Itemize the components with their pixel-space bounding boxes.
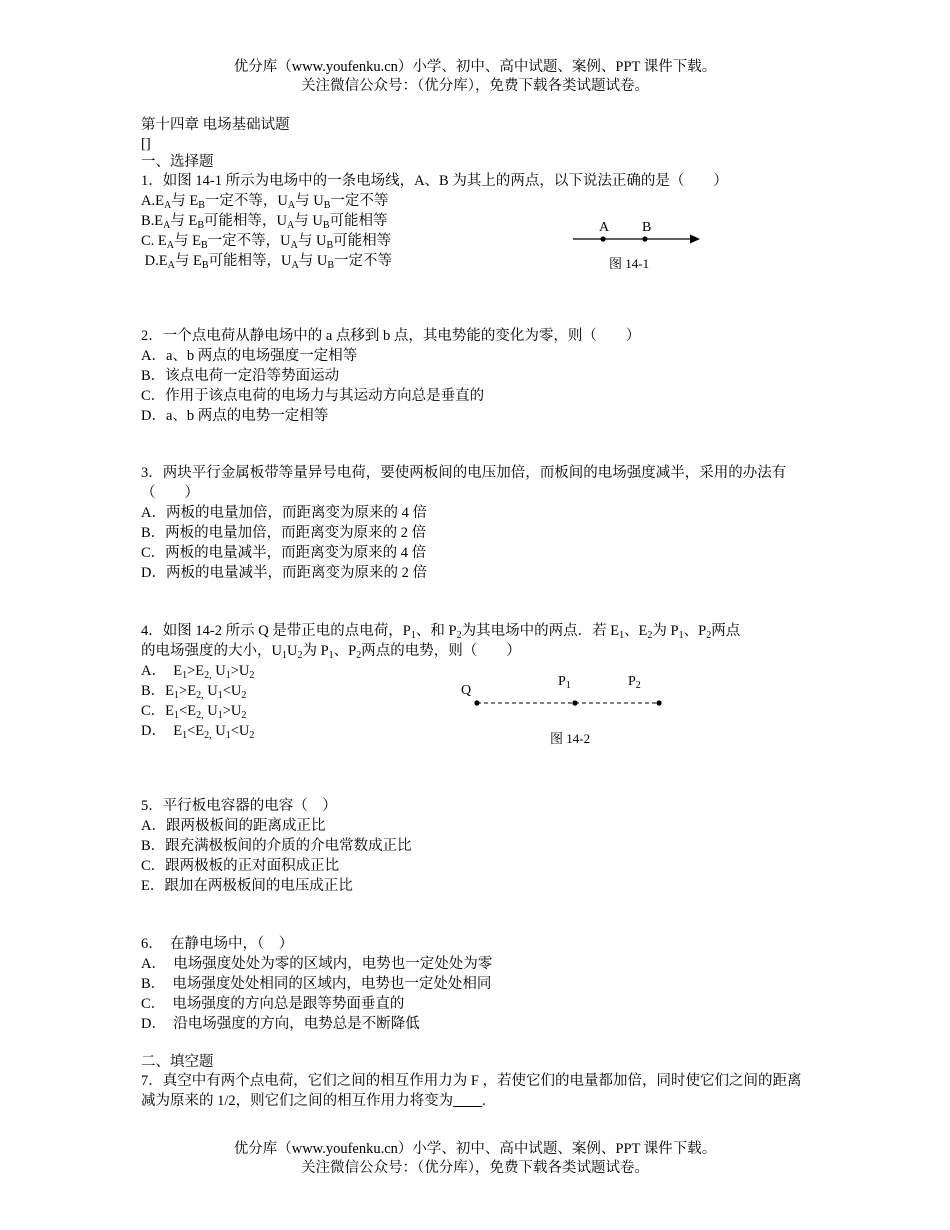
q4-option-c: C．$E_1<E_{2,}$ $U_1>U_2$ bbox=[141, 703, 247, 721]
q7-stem: 7．真空中有两个点电荷，它们之间的相互作用力为 F ，若使它们的电量都加倍，同时使它们之间的距离减为原来的 1/2，则它们之间的相互作用力将变为 . bbox=[141, 1073, 802, 1109]
footer-line-2: 关注微信公众号：（优分库），免费下载各类试题试卷。 bbox=[301, 1160, 649, 1176]
q2-option-a: A．a、b 两点的电场强度一定相等 bbox=[141, 348, 358, 364]
point-p1-dot bbox=[572, 700, 577, 705]
footer-line-1: 优分库（www.youfenku.cn）小学、初中、高中试题、案例、PPT 课件下载。 bbox=[233, 1141, 717, 1157]
q6-option-c: C． 电场强度的方向总是跟等势面垂直的 bbox=[141, 996, 405, 1012]
q4-option-d: D． $E_1<E_{2,}$ $U_1<U_2$ bbox=[141, 723, 255, 741]
figure-14-1-caption: 图 14-1 bbox=[609, 256, 650, 271]
q4-stem-line-1: 4．如图 14-2 所示 Q 是带正电的点电荷，$P_1$、和 $P_2$为其电场中的两点．若 $E_1$、$E_2$为 $P_1$、$P_2$两点 bbox=[141, 623, 741, 641]
q2-stem: 2．一个点电荷从静电场中的 a 点移到 b 点，其电势能的变化为零，则（ ） bbox=[141, 328, 641, 344]
q6-option-a: A． 电场强度处处为零的区域内，电势也一定处处为零 bbox=[141, 956, 493, 972]
doc-title: 第十四章 电场基础试题 bbox=[141, 117, 290, 133]
point-b-dot bbox=[642, 236, 647, 241]
point-a-label: A bbox=[599, 220, 610, 235]
q1-option-a: $A.E_A$与 $E_B$一定不等，$U_A$与 $U_B$一定不等 bbox=[141, 193, 389, 211]
q4-stem-line-2: 的电场强度的大小，$U_1U_2$为 $P_1$、$P_2$两点的电势，则（ ） bbox=[141, 643, 521, 661]
q5-option-b: B．跟充满极板间的介质的介电常数成正比 bbox=[141, 838, 412, 854]
charge-q-label: Q bbox=[461, 683, 472, 698]
q3-option-c: C．两板的电量减半，而距离变为原来的 4 倍 bbox=[141, 545, 427, 561]
figure-14-2-caption: 图 14-2 bbox=[550, 731, 591, 746]
charge-q-dot bbox=[474, 700, 479, 705]
q1-option-c: C. $E_A$与 $E_B$一定不等，$U_A$与 $U_B$可能相等 bbox=[141, 233, 392, 251]
q2-option-b: B．该点电荷一定沿等势面运动 bbox=[141, 368, 340, 384]
q4-option-b: B．$E_1>E_{2,}$ $U_1<U_2$ bbox=[141, 683, 247, 701]
q6-option-d: D． 沿电场强度的方向，电势总是不断降低 bbox=[141, 1016, 420, 1032]
point-p2-dot bbox=[656, 700, 661, 705]
q5-option-e: E．跟加在两极板间的电压成正比 bbox=[141, 878, 353, 894]
point-a-dot bbox=[600, 236, 605, 241]
q4-option-a: A． $E_1>E_{2,}$ $U_1>U_2$ bbox=[141, 663, 255, 681]
q6-option-b: B． 电场强度处处相同的区域内，电势也一定处处相同 bbox=[141, 976, 492, 992]
q2-option-d: D．a、b 两点的电势一定相等 bbox=[141, 408, 329, 424]
q6-stem: 6． 在静电场中，（ ） bbox=[141, 936, 294, 952]
q5-option-c: C．跟两极板的正对面积成正比 bbox=[141, 858, 340, 874]
q3-option-d: D．两板的电量减半，而距离变为原来的 2 倍 bbox=[141, 565, 427, 581]
section-fill-heading: 二、填空题 bbox=[141, 1054, 214, 1070]
q7-answer-blank[interactable] bbox=[453, 1093, 482, 1109]
point-b-label: B bbox=[642, 220, 652, 235]
q5-stem: 5．平行板电容器的电容（ ） bbox=[141, 798, 337, 814]
point-p2-label: $P_2$ bbox=[628, 674, 641, 691]
q3-option-b: B．两板的电量加倍，而距离变为原来的 2 倍 bbox=[141, 525, 427, 541]
point-p1-label: $P_1$ bbox=[558, 674, 571, 691]
field-dashed-line bbox=[472, 697, 666, 709]
doc-bracket: [] bbox=[141, 136, 151, 152]
q3-stem: 3．两块平行金属板带等量异号电荷，要使两板间的电压加倍，而板间的电场强度减半，采用的办法有（ ） bbox=[141, 465, 787, 501]
q2-option-c: C．作用于该点电荷的电场力与其运动方向总是垂直的 bbox=[141, 388, 485, 404]
q1-stem: 1．如图 14-1 所示为电场中的一条电场线，A、B 为其上的两点，以下说法正确的是（ ） bbox=[141, 173, 728, 189]
header-line-2: 关注微信公众号：（优分库），免费下载各类试题试卷。 bbox=[301, 78, 649, 94]
arrow-head-icon bbox=[690, 235, 700, 244]
header-line-1: 优分库（www.youfenku.cn）小学、初中、高中试题、案例、PPT 课件下载。 bbox=[233, 59, 717, 75]
section-choice-heading: 一、选择题 bbox=[141, 154, 214, 170]
q5-option-a: A．跟两极板间的距离成正比 bbox=[141, 818, 326, 834]
q3-option-a: A．两板的电量加倍，而距离变为原来的 4 倍 bbox=[141, 505, 427, 521]
q1-option-d: $D.E_A$与 $E_B$可能相等，$U_A$与 $U_B$一定不等 bbox=[141, 253, 392, 271]
field-line-arrow bbox=[570, 232, 705, 246]
q1-option-b: $B.E_A$与 $E_B$可能相等，$U_A$与 $U_B$可能相等 bbox=[141, 213, 388, 231]
